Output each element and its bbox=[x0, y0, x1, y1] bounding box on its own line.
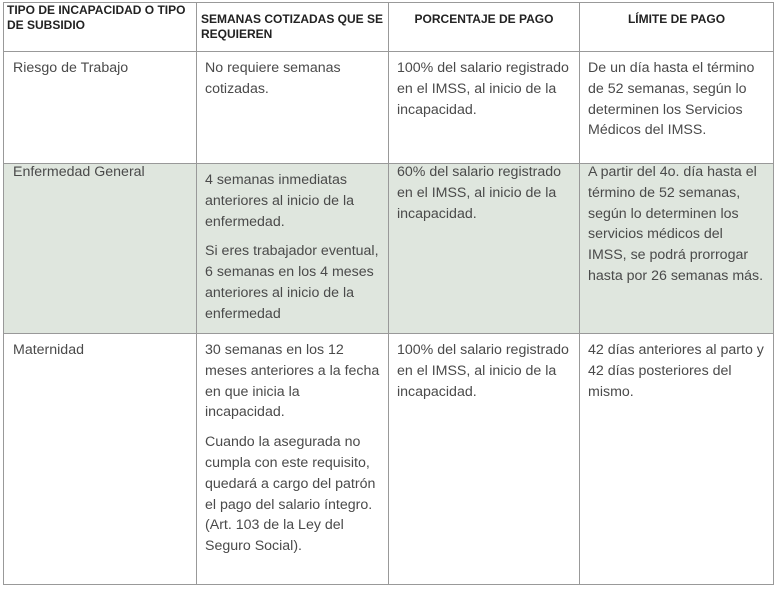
cell-tipo: Riesgo de Trabajo bbox=[4, 52, 197, 164]
cell-limite: A partir del 4o. día hasta el término de 52 semanas, según lo determinen los servicios médicos del IMSS, se podrá prorrogar hasta por 26 semanas más. bbox=[580, 164, 774, 334]
header-porcentaje: PORCENTAJE DE PAGO bbox=[389, 3, 580, 52]
cell-tipo: Enfermedad General bbox=[4, 164, 197, 334]
header-tipo: TIPO DE INCAPACIDAD O TIPO DE SUBSIDIO bbox=[4, 3, 197, 52]
table-row bbox=[4, 334, 774, 585]
cell-semanas: No requiere semanas cotizadas. bbox=[197, 52, 389, 164]
cell-porcentaje: 100% del salario registrado en el IMSS, al inicio de la incapacidad. bbox=[389, 52, 580, 164]
cell-limite: 42 días anteriores al parto y 42 días posteriores del mismo. bbox=[580, 334, 774, 585]
header-limite: LÍMITE DE PAGO bbox=[580, 3, 774, 52]
table-row bbox=[4, 52, 774, 164]
cell-tipo: Maternidad bbox=[4, 334, 197, 585]
cell-limite: De un día hasta el término de 52 semanas, según lo determinen los Servicios Médicos del IMSS. bbox=[580, 52, 774, 164]
cell-semanas: 4 semanas inmediatas anteriores al inicio de la enfermedad. Si eres trabajador eventual, 6 semanas en los 4 meses anteriores al inicio de la enfermedad bbox=[197, 164, 389, 334]
cell-semanas: 30 semanas en los 12 meses anteriores a la fecha en que inicia la incapacidad. Cuando la asegurada no cumpla con este requisito, quedará a cargo del patrón el pago del salario íntegro. (Art. 103 de la Ley del Seguro Social). bbox=[197, 334, 389, 585]
header-semanas: SEMANAS COTIZADAS QUE SE REQUIEREN bbox=[197, 3, 389, 52]
table-row bbox=[4, 164, 774, 334]
cell-porcentaje: 60% del salario registrado en el IMSS, al inicio de la incapacidad. bbox=[389, 164, 580, 334]
table-header-row bbox=[4, 3, 774, 52]
subsidio-table bbox=[3, 2, 774, 585]
cell-porcentaje: 100% del salario registrado en el IMSS, al inicio de la incapacidad. bbox=[389, 334, 580, 585]
